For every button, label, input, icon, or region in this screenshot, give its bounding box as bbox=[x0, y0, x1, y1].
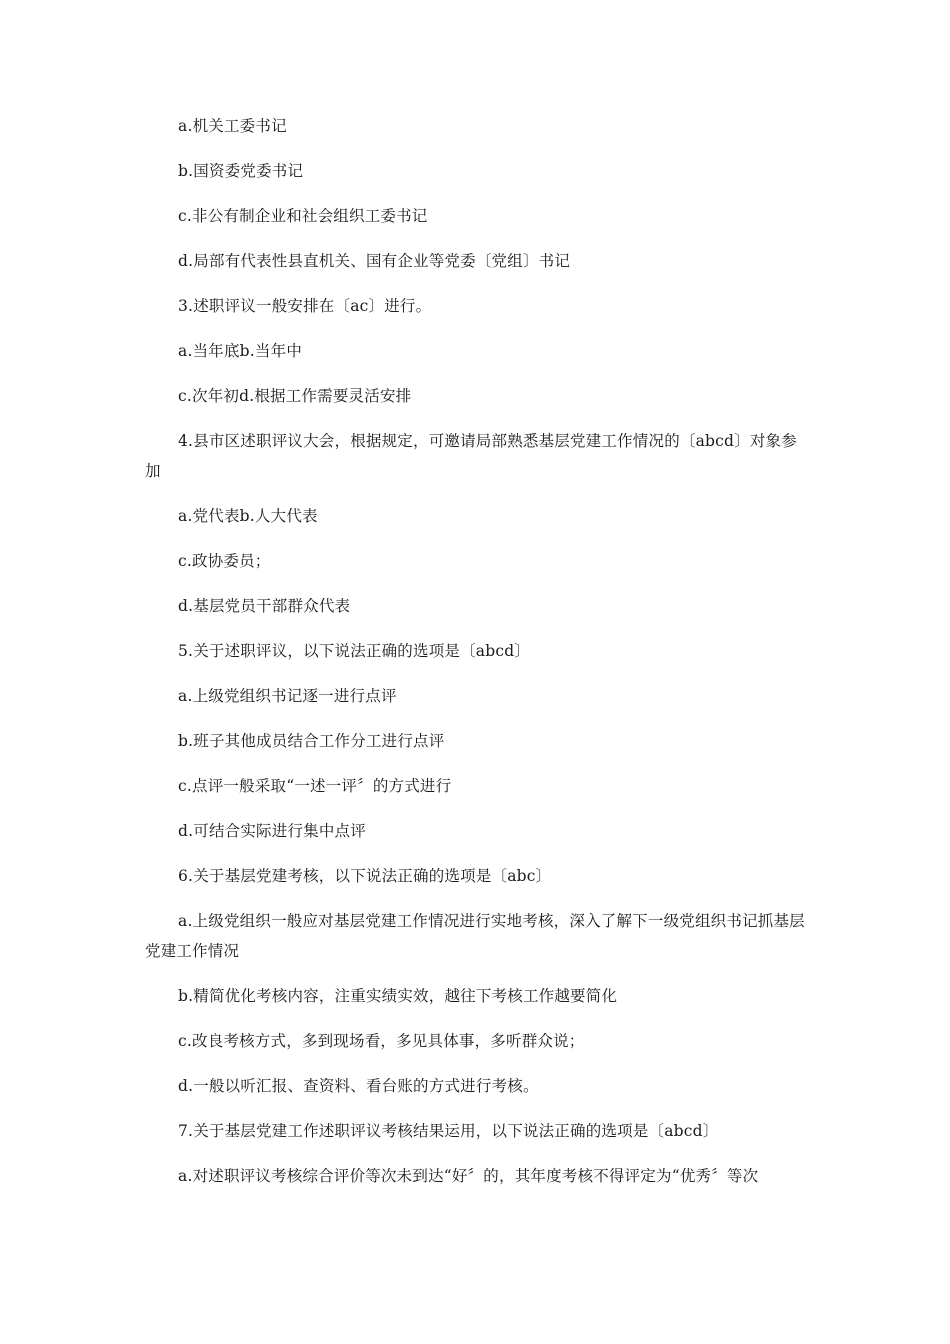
question-5-option-d: d.可结合实际进行集中点评 bbox=[178, 822, 366, 840]
option-c-nonpublic: c.非公有制企业和社会组织工委书记 bbox=[178, 207, 428, 225]
option-b-sasac: b.国资委党委书记 bbox=[178, 162, 304, 180]
question-7: 7.关于基层党建工作述职评议考核结果运用，以下说法正确的选项是〔abcd〕 bbox=[178, 1122, 719, 1140]
question-6-option-b: b.精简优化考核内容，注重实绩实效，越往下考核工作越要简化 bbox=[178, 987, 618, 1005]
question-5-option-a: a.上级党组织书记逐一进行点评 bbox=[178, 687, 397, 705]
question-3-options-ab: a.当年底b.当年中 bbox=[178, 342, 303, 360]
question-6: 6.关于基层党建考核，以下说法正确的选项是〔abc〕 bbox=[178, 867, 552, 885]
question-5-option-c: c.点评一般采取“一述一评〞的方式进行 bbox=[178, 777, 452, 795]
question-5: 5.关于述职评议，以下说法正确的选项是〔abcd〕 bbox=[178, 642, 531, 660]
question-6-option-c: c.改良考核方式，多到现场看，多见具体事，多听群众说； bbox=[178, 1032, 585, 1050]
option-a-party-committee: a.机关工委书记 bbox=[178, 117, 287, 135]
question-7-option-a: a.对述职评议考核综合评价等次未到达“好〞的，其年度考核不得评定为“优秀〞等次 bbox=[178, 1167, 759, 1185]
question-4-option-d: d.基层党员干部群众代表 bbox=[178, 597, 351, 615]
question-3: 3.述职评议一般安排在〔ac〕进行。 bbox=[178, 297, 432, 315]
document-body bbox=[145, 111, 805, 1206]
question-4-option-c: c.政协委员； bbox=[178, 552, 271, 570]
question-6-option-d: d.一般以听汇报、查资料、看台账的方式进行考核。 bbox=[178, 1077, 539, 1095]
question-5-option-b: b.班子其他成员结合工作分工进行点评 bbox=[178, 732, 445, 750]
question-3-options-cd: c.次年初d.根据工作需要灵活安排 bbox=[178, 387, 412, 405]
option-d-representative: d.局部有代表性县直机关、国有企业等党委〔党组〕书记 bbox=[178, 252, 571, 270]
question-6-option-a: a.上级党组织一般应对基层党建工作情况进行实地考核，深入了解下一级党组织书记抓基层党建工作情况 bbox=[145, 912, 805, 960]
question-4-options-ab: a.党代表b.人大代表 bbox=[178, 507, 318, 525]
question-4: 4.县市区述职评议大会，根据规定，可邀请局部熟悉基层党建工作情况的〔abcd〕对象参加 bbox=[145, 432, 797, 480]
